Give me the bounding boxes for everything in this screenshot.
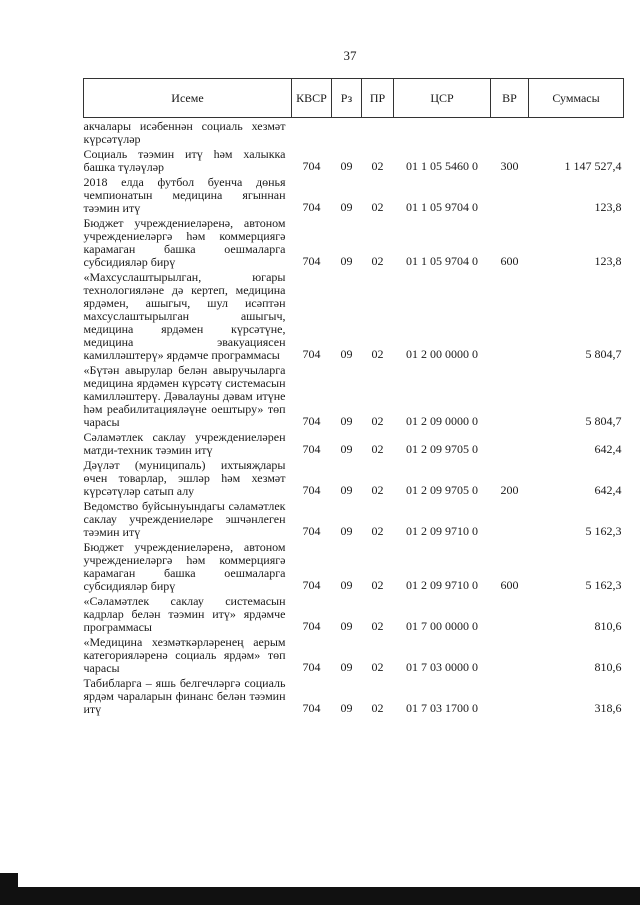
cell-tssr: 01 2 09 9705 0 (406, 483, 478, 497)
table-row (84, 269, 624, 362)
cell-tssr: 01 2 09 0000 0 (406, 414, 478, 428)
header-rz: Рз (332, 79, 362, 118)
cell-pr: 02 (371, 524, 384, 538)
cell-pr: 02 (371, 159, 384, 173)
cell-rz: 09 (340, 200, 353, 214)
cell-name: «Сәламәтлек саклау системасын кадрлар белән тәэмин итү» ярдәмче программасы (83, 594, 286, 634)
cell-pr: 02 (371, 347, 384, 361)
cell-rz: 09 (340, 254, 353, 268)
table-row (84, 593, 624, 634)
cell-sum: 810,6 (594, 619, 622, 633)
table-row (84, 498, 624, 539)
table-row (84, 174, 624, 215)
cell-name: Дәүләт (муниципаль) ихтыяҗлары өчен товарлар, эшләр һәм хезмәт күрсәтүләр сатып алу (83, 458, 286, 498)
header-pr: ПР (362, 79, 394, 118)
cell-kvsr: 704 (302, 619, 321, 633)
cell-sum: 5 162,3 (585, 578, 622, 592)
cell-kvsr: 704 (302, 660, 321, 674)
cell-name: Социаль тәэмин итү һәм халыкка башка түләүләр (83, 147, 286, 174)
cell-name: «Бүтән авырулар белән авыручыларга медицина ярдәмен күрсәтү системасын камилләштерү. Дәвалауны дәвам итүне һәм реабилитацияләүне оештыру» төп чарасы (83, 363, 286, 429)
cell-name: акчалары исәбеннән социаль хезмәт күрсәтүләр (83, 119, 286, 146)
cell-sum: 123,8 (594, 254, 622, 268)
cell-tssr: 01 2 09 9710 0 (406, 578, 478, 592)
cell-rz: 09 (340, 483, 353, 497)
table-row (84, 634, 624, 675)
table-row (84, 457, 624, 498)
cell-name: Табибларга – яшь белгечләргә социаль ярдәм чараларын финанс белән тәэмин итү (83, 676, 286, 716)
cell-name: Сәламәтлек саклау учреждениеләрен матди-техник тәэмин итү (83, 430, 286, 457)
cell-rz: 09 (340, 524, 353, 538)
cell-kvsr: 704 (302, 442, 321, 456)
cell-tssr: 01 2 00 0000 0 (406, 347, 478, 361)
cell-pr: 02 (371, 442, 384, 456)
cell-vr: 300 (500, 159, 519, 173)
header-kvsr: КВСР (292, 79, 332, 118)
cell-name: «Махсуслаштырылган, югары технологияләне дә кертеп, медицина ярдәмен, ашыгыч, шул исәптән махсуслаштырылган ашыгыч, медицина ярдәмен күрсәтүне, медицина эвакуациясен камилләштерү» ярдәмче программасы (83, 270, 286, 362)
cell-kvsr: 704 (302, 347, 321, 361)
cell-tssr: 01 1 05 9704 0 (406, 254, 478, 268)
cell-vr (491, 498, 529, 539)
cell-tssr: 01 7 00 0000 0 (406, 619, 478, 633)
cell-sum: 810,6 (594, 660, 622, 674)
cell-kvsr (292, 118, 332, 147)
cell-pr: 02 (371, 701, 384, 715)
cell-vr (491, 174, 529, 215)
header-name: Исеме (84, 79, 292, 118)
cell-tssr: 01 1 05 9704 0 (406, 200, 478, 214)
cell-rz: 09 (340, 578, 353, 592)
cell-sum (529, 118, 624, 147)
cell-pr: 02 (371, 619, 384, 633)
header-tssr: ЦСР (394, 79, 491, 118)
table-row (84, 362, 624, 429)
cell-vr (491, 362, 529, 429)
cell-kvsr: 704 (302, 414, 321, 428)
cell-name: Ведомство буйсынуындагы сәламәтлек саклау учреждениеләре эшчәнлеген тәэмин итү (83, 499, 286, 539)
cell-pr: 02 (371, 483, 384, 497)
cell-kvsr: 704 (302, 701, 321, 715)
cell-pr: 02 (371, 200, 384, 214)
cell-kvsr: 704 (302, 578, 321, 592)
cell-pr: 02 (371, 254, 384, 268)
header-summa: Суммасы (529, 79, 624, 118)
cell-tssr: 01 7 03 0000 0 (406, 660, 478, 674)
table-row (84, 429, 624, 457)
cell-vr (491, 675, 529, 716)
cell-name: 2018 елда футбол буенча дөнья чемпионатын медицина ягыннан тәэмин итү (83, 175, 286, 215)
cell-sum: 318,6 (594, 701, 622, 715)
cell-sum: 1 147 527,4 (564, 159, 622, 173)
cell-sum: 123,8 (594, 200, 622, 214)
cell-vr: 600 (500, 254, 519, 268)
table-row (84, 539, 624, 593)
cell-rz: 09 (340, 619, 353, 633)
cell-rz: 09 (340, 660, 353, 674)
cell-pr: 02 (371, 414, 384, 428)
cell-rz: 09 (340, 347, 353, 361)
cell-name: Бюджет учреждениеләренә, автоном учреждениеләргә һәм коммерциягә карамаган башка оешмаларга субсидияләр бирү (83, 540, 286, 593)
cell-kvsr: 704 (302, 200, 321, 214)
cell-kvsr: 704 (302, 159, 321, 173)
cell-rz (332, 118, 362, 147)
cell-kvsr: 704 (302, 483, 321, 497)
cell-sum: 642,4 (594, 442, 622, 456)
cell-sum: 5 804,7 (585, 414, 622, 428)
scan-border (0, 887, 640, 905)
cell-sum: 5 162,3 (585, 524, 622, 538)
cell-rz: 09 (340, 442, 353, 456)
table-row (84, 146, 624, 174)
cell-tssr: 01 2 09 9705 0 (406, 442, 478, 456)
cell-name: «Медицина хезмәткәрләренең аерым категорияләренә социаль ярдәм» төп чарасы (83, 635, 286, 675)
cell-vr (491, 634, 529, 675)
cell-name: Бюджет учреждениеләренә, автоном учреждениеләргә һәм коммерциягә карамаган башка оешмаларга субсидияләр бирү (83, 216, 286, 269)
cell-vr (491, 429, 529, 457)
cell-kvsr: 704 (302, 524, 321, 538)
budget-table (83, 78, 624, 716)
cell-vr (491, 593, 529, 634)
cell-pr (362, 118, 394, 147)
cell-vr (491, 118, 529, 147)
cell-rz: 09 (340, 414, 353, 428)
cell-rz: 09 (340, 701, 353, 715)
table-row (84, 675, 624, 716)
cell-tssr: 01 7 03 1700 0 (406, 701, 478, 715)
table-header-row (84, 79, 624, 118)
cell-tssr: 01 2 09 9710 0 (406, 524, 478, 538)
cell-sum: 642,4 (594, 483, 622, 497)
cell-kvsr: 704 (302, 254, 321, 268)
table-row (84, 215, 624, 269)
cell-sum: 5 804,7 (585, 347, 622, 361)
table-row (84, 118, 624, 147)
cell-pr: 02 (371, 578, 384, 592)
cell-tssr (394, 118, 491, 147)
header-vr: ВР (491, 79, 529, 118)
cell-vr (491, 269, 529, 362)
table-body (84, 118, 624, 717)
cell-rz: 09 (340, 159, 353, 173)
cell-vr: 200 (500, 483, 519, 497)
cell-vr: 600 (500, 578, 519, 592)
cell-pr: 02 (371, 660, 384, 674)
page-number: 37 (343, 48, 357, 63)
cell-tssr: 01 1 05 5460 0 (406, 159, 478, 173)
